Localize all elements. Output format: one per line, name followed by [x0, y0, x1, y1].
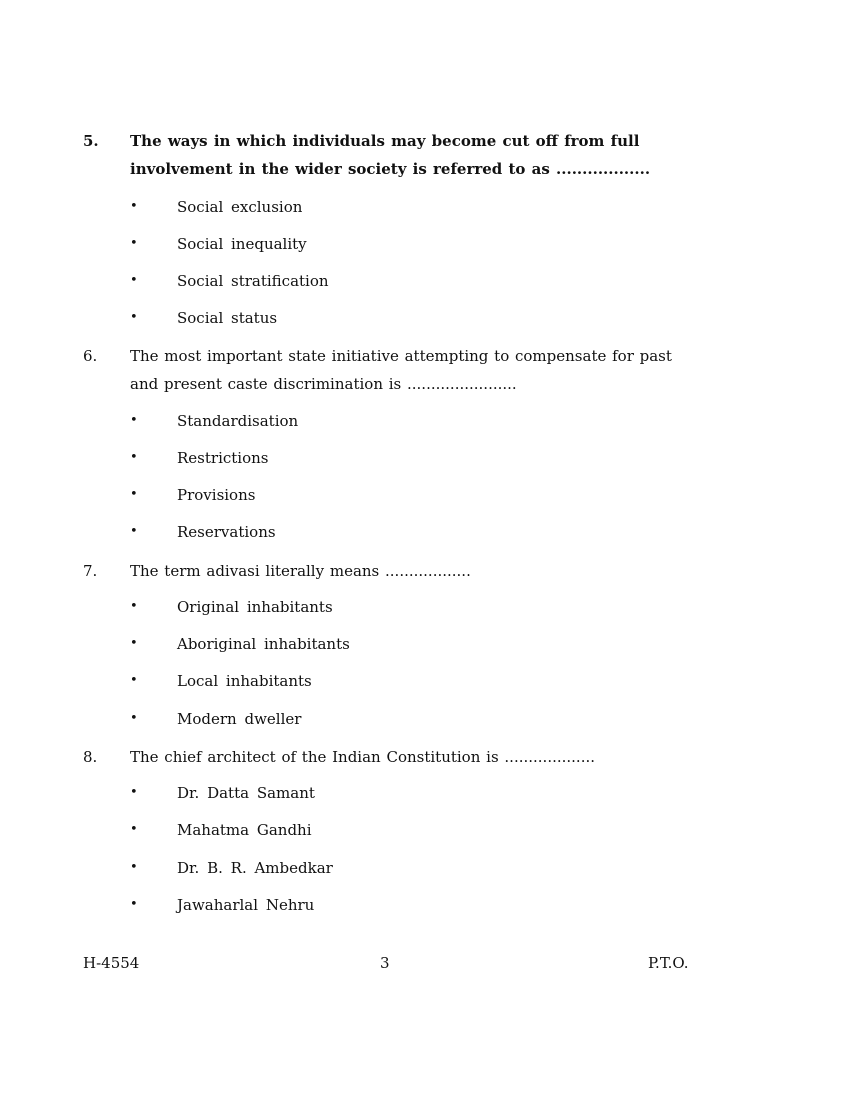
option-label: Social stratification: [177, 272, 329, 290]
bullet-icon: •: [130, 897, 138, 912]
bullet-icon: •: [130, 450, 138, 465]
option-label: Local inhabitants: [177, 672, 312, 690]
bullet-icon: •: [130, 599, 138, 614]
option-label: Social exclusion: [177, 198, 303, 216]
option-label: Original inhabitants: [177, 598, 333, 616]
question-text: The term adivasi literally means ..................: [130, 562, 471, 580]
question-8: [83, 743, 703, 923]
bullet-icon: •: [130, 711, 138, 726]
option-label: Social status: [177, 309, 278, 327]
option-label: Restrictions: [177, 449, 269, 467]
question-number: 5.: [83, 132, 99, 150]
option-label: Dr. Datta Samant: [177, 784, 315, 802]
question-text: The ways in which individuals may become cut off from full involvement in the wider society is referred to as ..................: [130, 132, 651, 178]
option-label: Social inequality: [177, 235, 307, 253]
pto-label: P.T.O.: [648, 954, 689, 972]
bullet-icon: •: [130, 199, 138, 214]
option-label: Modern dweller: [177, 710, 302, 728]
bullet-icon: •: [130, 310, 138, 325]
question-number: 8.: [83, 748, 98, 766]
bullet-icon: •: [130, 860, 138, 875]
bullet-icon: •: [130, 524, 138, 539]
bullet-icon: •: [130, 785, 138, 800]
option-label: Jawaharlal Nehru: [177, 896, 315, 914]
bullet-icon: •: [130, 636, 138, 651]
option-label: Provisions: [177, 486, 256, 504]
bullet-icon: •: [130, 673, 138, 688]
bullet-icon: •: [130, 413, 138, 428]
option-label: Mahatma Gandhi: [177, 821, 312, 839]
question-number: 7.: [83, 562, 98, 580]
question-text: The most important state initiative attempting to compensate for past and present caste discrimination is .......................: [130, 347, 672, 393]
question-text: The chief architect of the Indian Constitution is ...................: [130, 748, 596, 766]
question-6: [83, 342, 703, 542]
question-5: [83, 127, 703, 327]
bullet-icon: •: [130, 487, 138, 502]
page-number: 3: [380, 954, 390, 972]
bullet-icon: •: [130, 236, 138, 251]
bullet-icon: •: [130, 273, 138, 288]
question-7: [83, 557, 703, 737]
option-label: Dr. B. R. Ambedkar: [177, 859, 333, 877]
option-label: Aboriginal inhabitants: [177, 635, 350, 653]
option-label: Standardisation: [177, 412, 299, 430]
option-label: Reservations: [177, 523, 276, 541]
bullet-icon: •: [130, 822, 138, 837]
question-number: 6.: [83, 347, 98, 365]
paper-code: H-4554: [83, 954, 140, 972]
